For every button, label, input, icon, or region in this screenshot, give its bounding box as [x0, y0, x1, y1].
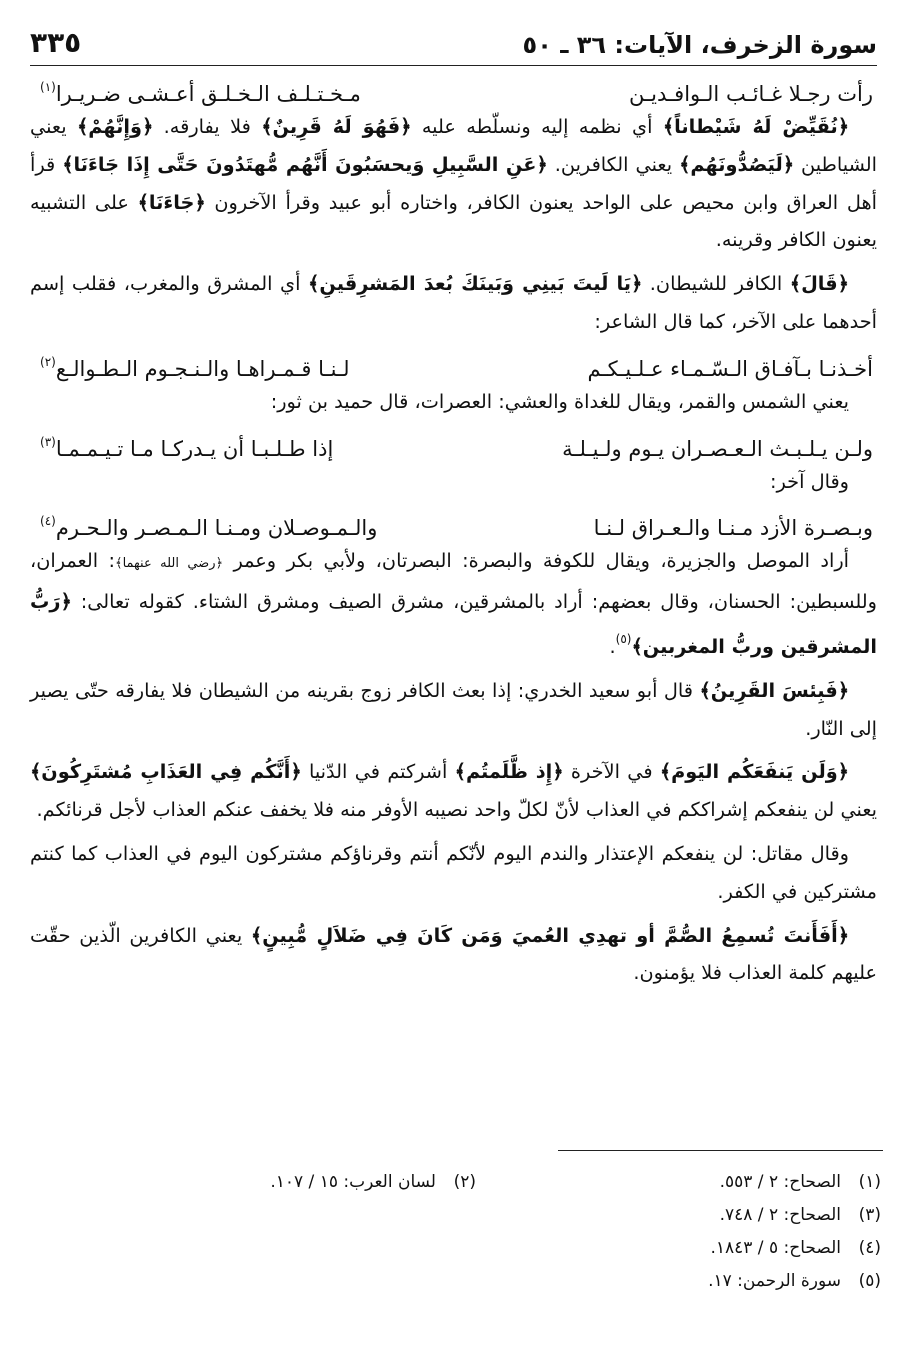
- honorific-symbol: ﴿رضي الله عنهما﴾: [114, 556, 224, 572]
- poetry-verse-2: [30, 341, 877, 383]
- footnote-row: [51, 1232, 881, 1265]
- footnote-row: [51, 1166, 881, 1199]
- quran-quote: ﴿جَاءَنَا﴾: [137, 190, 206, 214]
- footnote-ref-2: (٢): [40, 354, 56, 369]
- verse-2-hemistich-right: أخـذنـا بـآفـاق الـسّـمـاء عـلـيـكـم: [587, 356, 873, 381]
- footnote-row: [51, 1199, 881, 1232]
- footnotes: [51, 1166, 881, 1298]
- footnote-row: [51, 1265, 881, 1298]
- verse-3-hemistich-left: إذا طـلـبـا أن يـدركـا مـا تـيـمـمـا$^{(٣)}$: [40, 434, 334, 461]
- footnote-item: (٢)لسان العرب: ١٥ / ١٠٧.: [270, 1172, 476, 1192]
- verse-2-hemistich-left: لـنـا قـمـراهـا والـنـجـوم الـطـوالـع$^{(٢)}$: [40, 354, 350, 381]
- paragraph-1: ﴿نُقَيِّضْ لَهُ شَيْطاناً﴾ أي نظمه إليه ونسلّطه عليه ﴿فَهُوَ لَهُ قَرِينٌ﴾ فلا يفارقه. ﴿وَإِنَّهُمْ﴾ يعني الشياطين ﴿لَيَصُدُّونَهُم﴾ يعني الكافرين. ﴿عَنِ السَّبِيلِ وَيحسَبُونَ أَنَّهُم مُّهتَدُونَ حَتَّى إِذَا جَاءَنَا﴾ قرأ أهل العراق وابن محيص على الواحد يعنون الكافر، واختاره أبو عبيد وقرأ الآخرون ﴿جَاءَنَا﴾ على التشبيه يعنون الكافر وقرينه.: [30, 115, 878, 252]
- quran-quote: ﴿فَهُوَ لَهُ قَرِينٌ﴾: [261, 115, 412, 138]
- footnote-ref-1: (١): [40, 80, 56, 94]
- quran-quote: ﴿إِذ ظَّلَمتُم﴾: [454, 760, 564, 784]
- quran-quote: ﴿نُقَيِّضْ لَهُ شَيْطاناً﴾: [662, 115, 849, 138]
- footnote-divider: [558, 1150, 883, 1151]
- footnote-item: (٤)الصحاح: ٥ / ١٨٤٣.: [710, 1238, 881, 1258]
- verse-4-hemistich-right: وبـصـرة الأزد مـنـا والـعـراق لـنـا: [593, 516, 873, 541]
- footnote-ref-3: (٣): [40, 434, 56, 449]
- quran-quote: ﴿أَفَأَنتَ تُسمِعُ الصُّمَّ أو تهدِي العُميَ وَمَن كَانَ فِي ضَلاَلٍ مُّبِينٍ﴾: [250, 923, 849, 947]
- poetry-verse-1: [30, 66, 877, 108]
- paragraph-9: ﴿أَفَأَنتَ تُسمِعُ الصُّمَّ أو تهدِي العُميَ وَمَن كَانَ فِي ضَلاَلٍ مُّبِينٍ﴾ يعني الكافرين الّذين حقّت عليهم كلمة العذاب فلا يؤمنون.: [30, 923, 877, 985]
- footnote-ref-4: (٤): [40, 514, 56, 529]
- verse-3-hemistich-right: ولـن يـلـبـث الـعـصـران يـوم ولـيـلـة: [562, 436, 873, 461]
- paragraph-5: أراد الموصل والجزيرة، ويقال للكوفة والبصرة: البصرتان، ولأبي بكر وعمر ﴿رضي الله عنهما﴾: العمران، وللسبطين: الحسنان، وقال بعضهم: أراد بالمشرقين، مشرق الصيف ومشرق الشتاء. كقوله تعالى: ﴿رَبُّ المشرقين وربُّ المغربين﴾$^{(٥)}$.: [30, 549, 877, 658]
- poetry-verse-3: [30, 421, 877, 463]
- paragraph-3: يعني الشمس والقمر، ويقال للغداة والعشي: العصرات، قال حميد بن ثور:: [270, 389, 849, 413]
- quran-quote: ﴿يَا لَيتَ بَينِي وَبَينَكَ بُعدَ المَشرِقَينِ﴾: [308, 272, 643, 296]
- quran-quote: ﴿رَبُّ المشرقين وربُّ المغربين﴾: [30, 590, 877, 658]
- footnote-item: (٥)سورة الرحمن: ١٧.: [708, 1271, 881, 1291]
- quran-quote: ﴿وَلَن يَنفَعَكُم اليَومَ﴾: [659, 760, 849, 784]
- paragraph-7: ﴿وَلَن يَنفَعَكُم اليَومَ﴾ في الآخرة ﴿إِذ ظَّلَمتُم﴾ أشركتم في الدّنيا ﴿أَنَّكُم فِي العَذَابِ مُشتَرِكُونَ﴾ يعني لن ينفعكم إشراككم في العذاب لأنّ لكلّ واحد نصيبه الأوفر منه فلا يخفف عنكم العذاب لأجل قرنائكم.: [30, 760, 877, 822]
- paragraph-2: ﴿قَالَ﴾ الكافر للشيطان. ﴿يَا لَيتَ بَينِي وَبَينَكَ بُعدَ المَشرِقَينِ﴾ أي المشرق والمغرب، فقلب إسم أحدهما على الآخر، كما قال الشاعر:: [30, 272, 877, 333]
- header-title: سورة الزخرف، الآيات: ٣٦ ـ ٥٠: [522, 31, 877, 59]
- verse-1-hemistich-left: مـخـتـلـف الـخـلـق أعـشـى ضـريـرا$^{(١)}$: [40, 80, 361, 106]
- footnote-item: (٣)الصحاح: ٢ / ٧٤٨.: [719, 1205, 881, 1225]
- poetry-verse-4: [30, 500, 877, 542]
- paragraph-4: وقال آخر:: [770, 469, 849, 493]
- quran-quote: ﴿أَنَّكُم فِي العَذَابِ مُشتَرِكُونَ﴾: [30, 760, 302, 784]
- paragraph-8: وقال مقاتل: لن ينفعكم الإعتذار والندم اليوم لأنّكم أنتم وقرناؤكم مشتركون اليوم في العذاب كما كنتم مشتركين في الكفر.: [30, 841, 877, 903]
- verse-1-hemistich-right: رأت رجـلا غـائـب الـوافـديـن: [629, 82, 873, 106]
- footnote-ref-5: (٥): [615, 631, 632, 646]
- quran-quote: ﴿فَبِئسَ القَرِينُ﴾: [699, 678, 849, 702]
- quran-quote: ﴿لَيَصُدُّونَهُم﴾: [679, 152, 795, 176]
- page-number: ٣٣٥: [30, 26, 82, 59]
- quran-quote: ﴿قَالَ﴾: [789, 272, 849, 296]
- quran-quote: ﴿عَنِ السَّبِيلِ وَيحسَبُونَ أَنَّهُم مُّهتَدُونَ حَتَّى إِذَا جَاءَنَا﴾: [62, 152, 548, 176]
- footnote-item: (١)الصحاح: ٢ / ٥٥٣.: [719, 1172, 881, 1192]
- running-header: [30, 26, 877, 66]
- verse-4-hemistich-left: والـمـوصـلان ومـنـا الـمـصـر والـحـرم$^{(٤)}$: [40, 514, 378, 541]
- quran-quote: ﴿وَإِنَّهُمْ﴾: [76, 115, 154, 138]
- paragraph-6: ﴿فَبِئسَ القَرِينُ﴾ قال أبو سعيد الخدري: إذا بعث الكافر زوج بقرينه من الشيطان فلا يفارقه حتّى يصير إلى النّار.: [30, 678, 877, 740]
